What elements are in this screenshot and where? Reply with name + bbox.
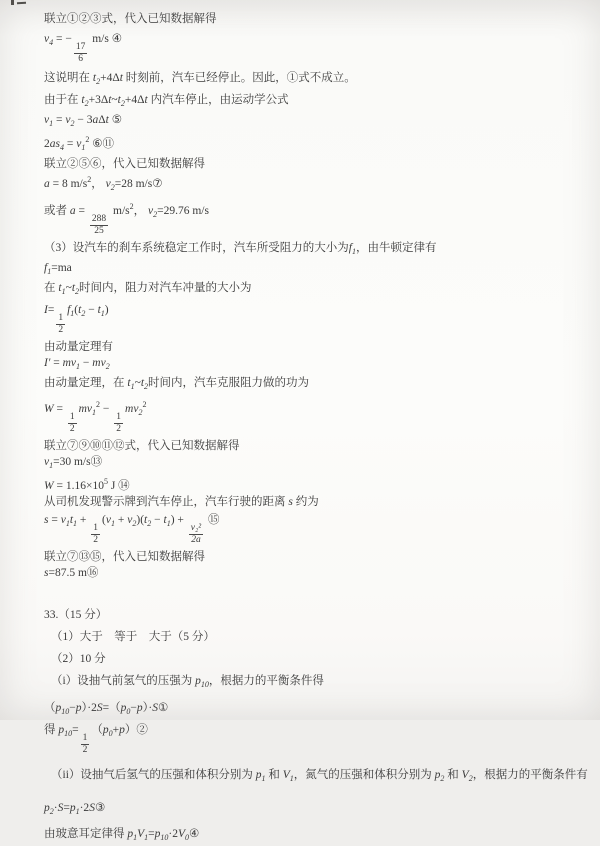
subscript: 1 bbox=[351, 247, 356, 256]
doc-line bbox=[44, 240, 592, 260]
math-var: V bbox=[178, 828, 186, 840]
text-run: =29.76 m/s bbox=[157, 205, 209, 217]
text-run: = bbox=[148, 828, 155, 840]
math-var: V bbox=[282, 769, 290, 781]
text-run: ④ bbox=[189, 828, 200, 840]
fraction-numerator: 1 bbox=[93, 523, 99, 533]
subscript: 0 bbox=[185, 833, 190, 842]
math-var: f bbox=[67, 304, 71, 316]
subscript: 2 bbox=[147, 519, 152, 528]
math-var: p bbox=[154, 828, 161, 840]
doc-line bbox=[44, 700, 592, 720]
math-var: I′ bbox=[44, 357, 51, 369]
doc-line bbox=[44, 156, 592, 172]
math-var: S bbox=[89, 802, 95, 814]
doc-body bbox=[44, 11, 592, 846]
math-var: v bbox=[127, 514, 133, 526]
fraction-numerator: 288 bbox=[91, 214, 107, 224]
text-run: = − bbox=[53, 33, 72, 45]
doc-line bbox=[51, 629, 592, 645]
math-var: s bbox=[44, 567, 49, 579]
math-var: p bbox=[44, 802, 50, 814]
math-var: t bbox=[71, 282, 76, 294]
text-run: − bbox=[85, 304, 98, 316]
text-run: ~ bbox=[65, 282, 72, 294]
text-run: = bbox=[53, 114, 66, 126]
doc-line bbox=[44, 375, 592, 395]
math-var: t bbox=[144, 514, 148, 526]
text-run: − bbox=[100, 403, 113, 415]
text-run: − bbox=[69, 702, 76, 714]
fraction-denominator: 6 bbox=[78, 54, 83, 64]
text-run: ）· bbox=[142, 702, 153, 714]
text-run: = bbox=[72, 724, 79, 736]
text-run: 时间内，阻力对汽车冲量的大小为 bbox=[79, 282, 252, 294]
text-run: ⑤ bbox=[108, 114, 123, 126]
math-var: p bbox=[69, 802, 76, 814]
text-run: 由动量定理，在 bbox=[44, 377, 128, 389]
superscript: 5 bbox=[103, 477, 108, 486]
text-run: ( bbox=[74, 304, 79, 316]
math-var: p bbox=[75, 702, 82, 714]
doc-line bbox=[44, 549, 592, 565]
subscript: 1 bbox=[61, 287, 66, 296]
subscript: 1 bbox=[65, 519, 70, 528]
fraction bbox=[68, 412, 77, 434]
text-run: 得 bbox=[44, 724, 59, 736]
subscript: 1 bbox=[70, 309, 75, 318]
math-var: v bbox=[148, 205, 154, 217]
math-var: t bbox=[58, 282, 62, 294]
text-run: ① bbox=[157, 702, 169, 714]
text-run: 约为 bbox=[292, 496, 319, 508]
text-run: ）② bbox=[124, 724, 148, 736]
doc-line bbox=[44, 512, 592, 545]
subscript: 4 bbox=[59, 143, 64, 152]
text-run: )( bbox=[136, 514, 145, 526]
doc-line bbox=[44, 438, 592, 454]
math-var: v bbox=[105, 514, 111, 526]
subscript: 2 bbox=[144, 382, 149, 391]
subscript: 2 bbox=[96, 77, 101, 86]
subscript: 2 bbox=[468, 774, 473, 783]
doc-line bbox=[44, 722, 592, 755]
subscript: 2 bbox=[75, 287, 80, 296]
text-run: ，根据力的平衡条件得 bbox=[208, 675, 324, 687]
doc-line bbox=[44, 11, 592, 27]
math-var: t bbox=[78, 304, 82, 316]
math-var: t bbox=[92, 72, 97, 84]
text-run: + bbox=[77, 514, 90, 526]
subscript: 1 bbox=[92, 408, 97, 417]
fraction-numerator: v₂² bbox=[190, 523, 202, 533]
math-var: t bbox=[127, 377, 131, 389]
text-run: =30 m/s⑬ bbox=[53, 456, 103, 468]
text-run: +4Δ bbox=[100, 72, 120, 84]
subscript: 1 bbox=[166, 519, 171, 528]
subscript: 1 bbox=[130, 382, 135, 391]
math-var: W bbox=[44, 480, 54, 492]
doc-line bbox=[44, 474, 592, 494]
superscript: 2 bbox=[87, 175, 92, 184]
subscript: 0 bbox=[108, 729, 113, 738]
subscript: 1 bbox=[49, 461, 54, 470]
text-run: 和 bbox=[265, 769, 283, 781]
text-run: =ma bbox=[51, 262, 72, 274]
text-run: = bbox=[63, 802, 70, 814]
subscript: 1 bbox=[100, 309, 105, 318]
math-var: t bbox=[119, 72, 123, 84]
superscript: 2 bbox=[129, 202, 134, 211]
text-run: 33.（15 分） bbox=[44, 609, 108, 621]
subscript: 10 bbox=[200, 680, 209, 689]
fraction-denominator: 2 bbox=[93, 535, 99, 545]
math-var: W bbox=[44, 403, 54, 415]
text-run: 和 bbox=[444, 769, 462, 781]
fraction-denominator: 2 bbox=[69, 424, 75, 434]
text-run: 由玻意耳定律得 bbox=[44, 828, 128, 840]
text-run: ，由牛顿定律有 bbox=[355, 242, 437, 254]
math-var: t bbox=[144, 94, 148, 106]
fraction-numerator: 1 bbox=[69, 412, 75, 422]
subscript: 1 bbox=[144, 833, 149, 842]
text-run: − bbox=[130, 702, 137, 714]
subscript: 1 bbox=[81, 143, 86, 152]
math-var: p bbox=[120, 702, 127, 714]
math-var: mv bbox=[125, 403, 139, 415]
math-var: t bbox=[81, 94, 85, 106]
math-var: v bbox=[76, 138, 82, 150]
fraction-numerator: 1 bbox=[116, 412, 122, 422]
text-run: 时间内，汽车克服阻力做的功为 bbox=[148, 377, 310, 389]
text-run: （1）大于 等于 大于（5 分） bbox=[51, 631, 215, 643]
text-run: ( bbox=[102, 514, 106, 526]
text-run: +3Δ bbox=[88, 94, 109, 106]
math-var: p bbox=[58, 724, 65, 736]
text-run: · bbox=[53, 802, 58, 814]
subscript: 1 bbox=[289, 774, 294, 783]
doc-line bbox=[44, 607, 592, 623]
text-run: （2）10 分 bbox=[51, 653, 106, 665]
math-var: p bbox=[102, 724, 109, 736]
text-run: =87.5 m⑯ bbox=[48, 567, 99, 579]
text-run: ~ bbox=[134, 377, 141, 389]
fraction bbox=[56, 313, 65, 335]
fraction bbox=[189, 523, 203, 545]
doc-line bbox=[44, 260, 592, 280]
doc-line bbox=[44, 302, 592, 335]
subscript: 0 bbox=[126, 707, 131, 716]
subscript: 2 bbox=[84, 99, 89, 108]
text-run: ) bbox=[104, 304, 109, 316]
subscript: 1 bbox=[133, 833, 138, 842]
text-run: （i）设抽气前氢气的压强为 bbox=[51, 675, 196, 687]
text-run: − bbox=[80, 357, 93, 369]
math-var: mv bbox=[78, 403, 93, 415]
scan-artifact bbox=[17, 2, 26, 4]
doc-line bbox=[44, 800, 592, 820]
doc-line bbox=[44, 132, 592, 156]
doc-line bbox=[44, 339, 592, 355]
text-run: （ bbox=[44, 702, 56, 714]
doc-line bbox=[44, 70, 592, 90]
superscript: 2 bbox=[85, 135, 90, 144]
doc-line bbox=[44, 280, 592, 300]
text-run: ·2 bbox=[168, 828, 178, 840]
text-run: = 8 m/s bbox=[49, 178, 88, 190]
subscript: 2 bbox=[440, 774, 445, 783]
math-var: a bbox=[69, 205, 76, 217]
fraction-denominator: 2 bbox=[58, 325, 64, 335]
doc-line bbox=[44, 199, 592, 236]
superscript: 2 bbox=[142, 400, 147, 409]
doc-line bbox=[44, 826, 592, 846]
subscript: 1 bbox=[49, 119, 54, 128]
subscript: 2 bbox=[120, 99, 125, 108]
text-run: = bbox=[48, 514, 61, 526]
doc-line bbox=[51, 651, 592, 667]
math-var: s bbox=[288, 496, 293, 508]
subscript: 2 bbox=[81, 309, 86, 318]
math-var: p bbox=[119, 724, 125, 736]
math-var: t bbox=[97, 304, 101, 316]
math-var: p bbox=[255, 769, 262, 781]
math-var: S bbox=[96, 702, 103, 714]
math-var: s bbox=[44, 514, 49, 526]
subscript: 1 bbox=[76, 362, 81, 371]
math-var: p bbox=[136, 702, 143, 714]
doc-line bbox=[44, 397, 592, 434]
text-run: （3）设汽车的刹车系统稳定工作时，汽车所受阻力的大小为 bbox=[44, 242, 349, 254]
math-var: a bbox=[92, 114, 99, 126]
text-run: ⑥⑪ bbox=[89, 138, 115, 150]
subscript: 1 bbox=[47, 267, 52, 276]
fraction-numerator: 1 bbox=[58, 313, 64, 323]
fraction bbox=[91, 523, 100, 545]
subscript: 2 bbox=[153, 210, 158, 219]
doc-line bbox=[44, 454, 592, 474]
fraction bbox=[114, 412, 123, 434]
math-var: t bbox=[140, 377, 145, 389]
math-var: t bbox=[105, 114, 109, 126]
doc-line bbox=[44, 494, 592, 510]
text-run: = bbox=[53, 403, 66, 415]
subscript: 2 bbox=[49, 807, 54, 816]
math-var: V bbox=[461, 769, 469, 781]
doc-line bbox=[44, 92, 592, 112]
math-var: p bbox=[195, 675, 201, 687]
doc-line bbox=[51, 673, 592, 693]
subscript: 10 bbox=[160, 833, 169, 842]
subscript: 1 bbox=[73, 519, 78, 528]
math-var: t bbox=[108, 94, 112, 106]
doc-line bbox=[44, 355, 592, 375]
subscript: 2 bbox=[132, 519, 137, 528]
fraction bbox=[74, 42, 88, 64]
math-var: v bbox=[65, 114, 71, 126]
text-run: J ⑭ bbox=[107, 480, 130, 492]
subscript: 1 bbox=[111, 519, 115, 528]
text-run: + bbox=[115, 514, 128, 526]
text-run: =（ bbox=[102, 702, 121, 714]
doc-line bbox=[44, 565, 592, 581]
text-run: 联立⑦⑨⑩⑪⑫式，代入已知数据解得 bbox=[44, 440, 240, 452]
math-var: p bbox=[434, 769, 441, 781]
text-run: 2 bbox=[44, 138, 50, 150]
text-run: m/s bbox=[110, 205, 130, 217]
doc-line bbox=[44, 172, 592, 196]
fraction-denominator: 2 bbox=[116, 424, 122, 434]
text-run: 时刻前，汽车已经停止。因此，①式不成立。 bbox=[122, 72, 356, 84]
text-run: ，根据力的平衡条件有 bbox=[472, 769, 588, 781]
text-run: （ bbox=[91, 724, 103, 736]
math-var: f bbox=[348, 242, 352, 254]
scan-artifact bbox=[11, 0, 14, 5]
text-run: ⑮ bbox=[205, 514, 220, 526]
text-run: =28 m/s⑦ bbox=[114, 178, 163, 190]
text-run: 或者 bbox=[44, 205, 70, 217]
math-var: t bbox=[69, 514, 74, 526]
text-run: 联立①②③式，代入已知数据解得 bbox=[44, 13, 217, 25]
text-run: ④ bbox=[111, 33, 123, 45]
text-run: ，氮气的压强和体积分别为 bbox=[293, 769, 435, 781]
math-var: v bbox=[105, 178, 111, 190]
text-run: = bbox=[50, 357, 63, 369]
text-run: （ii）设抽气后氢气的压强和体积分别为 bbox=[51, 769, 256, 781]
fraction-numerator: 1 bbox=[82, 733, 88, 743]
math-var: S bbox=[57, 802, 64, 814]
text-run: = bbox=[47, 304, 55, 316]
math-var: v bbox=[44, 33, 50, 45]
text-run: 联立⑦⑬⑮，代入已知数据解得 bbox=[44, 551, 205, 563]
text-run: = bbox=[75, 205, 88, 217]
subscript: 1 bbox=[75, 807, 80, 816]
fraction bbox=[81, 733, 90, 755]
math-var: I bbox=[44, 304, 48, 316]
doc-line bbox=[51, 767, 592, 787]
math-var: mv bbox=[62, 357, 77, 369]
fraction-denominator: 25 bbox=[94, 226, 104, 236]
subscript: 10 bbox=[64, 729, 73, 738]
math-var: v bbox=[44, 456, 50, 468]
subscript: 2 bbox=[105, 362, 110, 371]
text-run: ）·2 bbox=[81, 702, 97, 714]
text-run: ~ bbox=[111, 94, 118, 106]
math-var: f bbox=[44, 262, 48, 274]
subscript: 4 bbox=[49, 38, 54, 47]
text-run: = bbox=[63, 138, 77, 150]
text-run: 联立②⑤⑥，代入已知数据解得 bbox=[44, 158, 205, 170]
text-run: ③ bbox=[94, 802, 106, 814]
fraction-denominator: 2a bbox=[191, 535, 201, 545]
text-run: 内汽车停止，由运动学公式 bbox=[147, 94, 289, 106]
text-run: ·2 bbox=[79, 802, 90, 814]
doc-line bbox=[44, 112, 592, 132]
text-run: − 3 bbox=[74, 114, 93, 126]
text-run: 从司机发现警示牌到汽车停止，汽车行驶的距离 bbox=[44, 496, 289, 508]
subscript: 2 bbox=[70, 119, 75, 128]
text-run: + bbox=[112, 724, 120, 736]
math-var: t bbox=[163, 514, 167, 526]
fraction bbox=[90, 214, 108, 236]
text-run: m/s bbox=[89, 33, 112, 45]
text-run: ， bbox=[133, 205, 148, 217]
text-run: 由于在 bbox=[44, 94, 82, 106]
text-run: +4Δ bbox=[124, 94, 145, 106]
subscript: 10 bbox=[61, 707, 70, 716]
superscript: 2 bbox=[96, 400, 101, 409]
text-run: ， bbox=[91, 178, 106, 190]
fraction-denominator: 2 bbox=[82, 745, 88, 755]
subscript: 2 bbox=[138, 408, 143, 417]
text-run: 在 bbox=[44, 282, 59, 294]
subscript: 1 bbox=[261, 774, 266, 783]
subscript: 2 bbox=[110, 183, 115, 192]
fraction-numerator: 17 bbox=[75, 42, 86, 52]
math-var: t bbox=[117, 94, 121, 106]
text-run: Δ bbox=[98, 114, 106, 126]
math-var: a bbox=[44, 178, 50, 190]
text-run: 这说明在 bbox=[44, 72, 93, 84]
math-var: S bbox=[152, 702, 158, 714]
math-var: as bbox=[49, 138, 60, 150]
text-run: 由动量定理有 bbox=[44, 341, 113, 353]
doc-line bbox=[44, 31, 592, 64]
text-run: − bbox=[151, 514, 164, 526]
math-var: v bbox=[44, 114, 50, 126]
math-var: p bbox=[55, 702, 62, 714]
math-var: v bbox=[60, 514, 66, 526]
math-var: V bbox=[137, 828, 145, 840]
text-run: = 1.16×10 bbox=[53, 480, 104, 492]
math-var: p bbox=[127, 828, 134, 840]
text-run: ) + bbox=[170, 514, 187, 526]
math-var: mv bbox=[92, 357, 106, 369]
